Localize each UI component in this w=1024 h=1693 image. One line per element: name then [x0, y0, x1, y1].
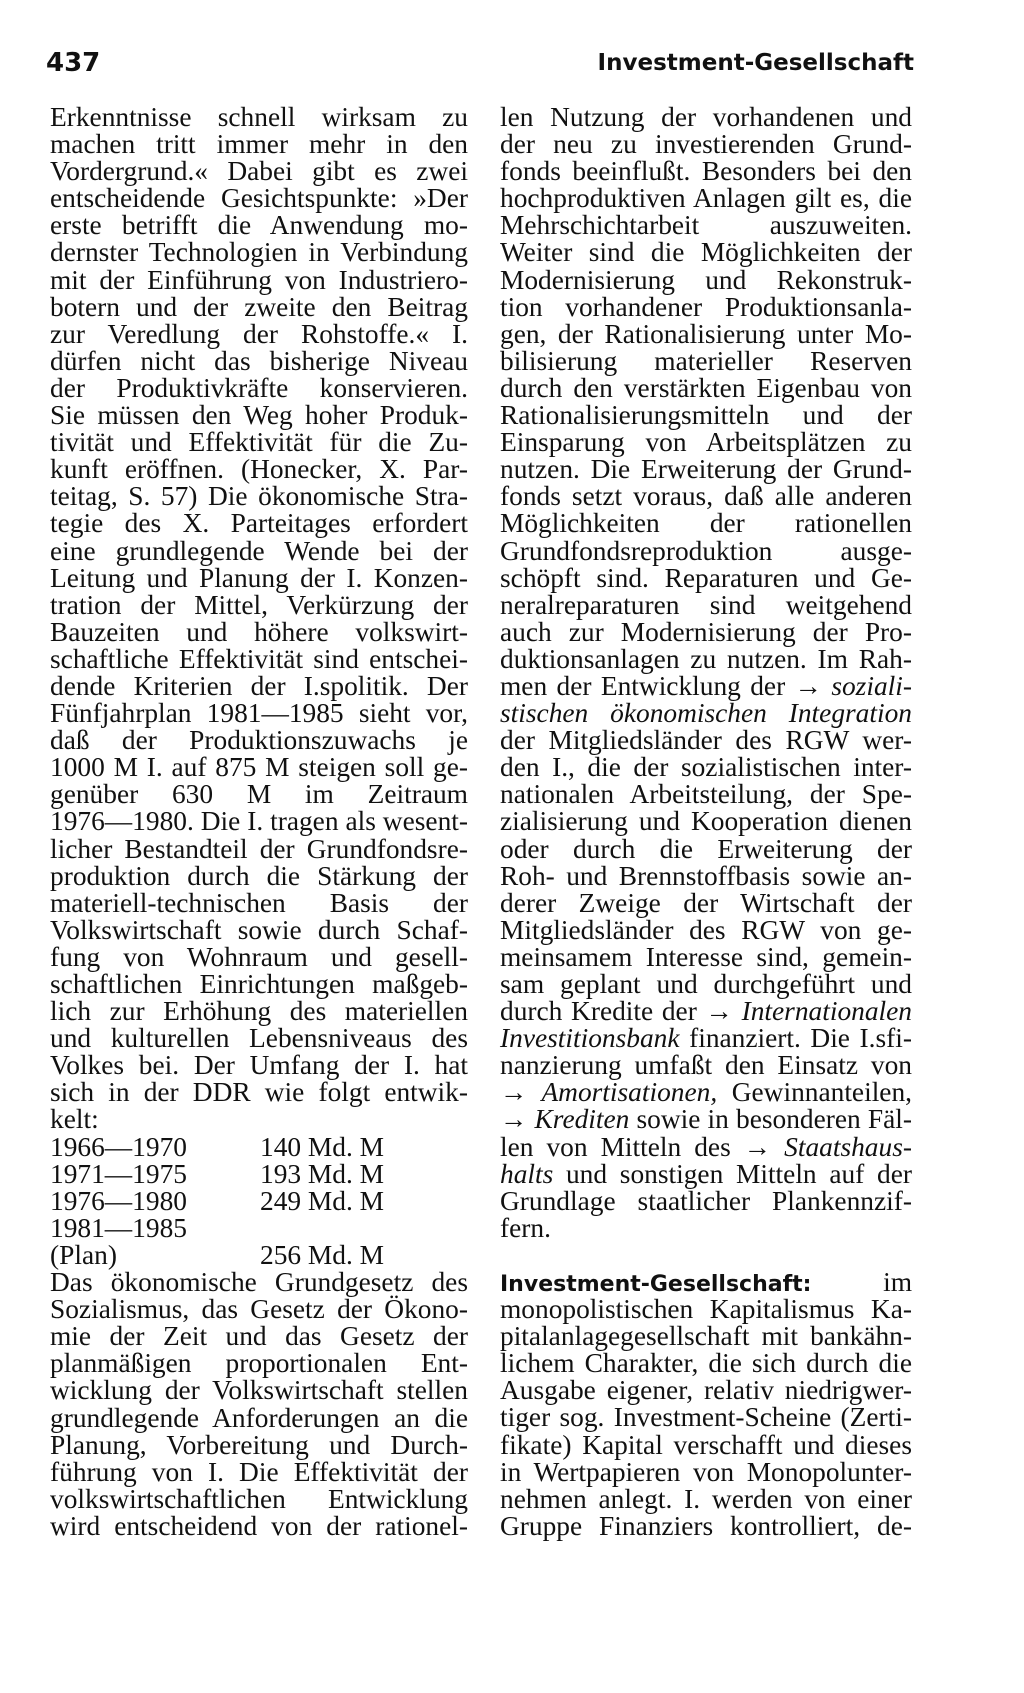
text-line: Grundlage staatlicher Plankennzif- — [500, 1185, 912, 1216]
text-fragment: im — [883, 1266, 912, 1297]
text-line: der Produktivkräfte konservieren. — [50, 372, 468, 403]
text-line: Mehrschichtarbeit auszuweiten. — [500, 210, 912, 241]
text-line: dernster Technologien in Verbindung — [50, 237, 468, 268]
text-line: dende Kriterien der I.spolitik. Der — [50, 670, 468, 701]
text-line: der neu zu investierenden Grund- — [500, 129, 912, 160]
text-line: tiger sog. Investment-Scheine (Zerti- — [500, 1402, 912, 1433]
table-row — [50, 1185, 468, 1216]
text-line: teitag, S. 57) Die ökonomische Stra- — [50, 481, 468, 512]
text-line: nanzierung umfaßt den Einsatz von — [500, 1050, 912, 1081]
text-line: mie der Zeit und das Gesetz der — [50, 1321, 468, 1352]
period-cell: 1976—1980 — [50, 1185, 187, 1216]
text-line: mit der Einführung von Industriero- — [50, 264, 468, 295]
text-line: Sozialismus, das Gesetz der Ökono- — [50, 1294, 468, 1325]
text-line: Das ökonomische Grundgesetz des — [50, 1267, 468, 1298]
period-cell: (Plan) — [50, 1239, 117, 1270]
page-header — [46, 48, 914, 88]
text-line: genüber 630 M im Zeitraum — [50, 779, 468, 810]
right-column — [500, 104, 912, 1540]
text-fragment: finanziert. Die I.sfi- — [679, 1023, 912, 1054]
text-line: tegie des X. Parteitages erfordert — [50, 508, 468, 539]
cross-reference-link[interactable]: stischen ökonomischen Integration — [500, 698, 912, 729]
text-line: zialisierung und Kooperation dienen — [500, 806, 912, 837]
text-line: Roh- und Brennstoffbasis sowie an- — [500, 860, 912, 891]
text-line: fonds setzt voraus, daß alle anderen — [500, 481, 912, 512]
period-cell: 1981—1985 — [50, 1212, 187, 1243]
text-line: Mitgliedsländer des RGW von ge- — [500, 914, 912, 945]
text-line: und kulturellen Lebensniveaus des — [50, 1023, 468, 1054]
text-line: entscheidende Gesichtspunkte: »Der — [50, 183, 468, 214]
running-head: Investment-Gesellschaft — [597, 50, 914, 76]
entry-headword: Investment-Gesellschaft: — [500, 1271, 812, 1297]
text-line: sam geplant und durchgeführt und — [500, 969, 912, 999]
text-line: planmäßigen proportionalen Ent- — [50, 1348, 468, 1379]
text-line: Leitung und Planung der I. Konzen- — [50, 562, 468, 593]
text-line: Planung, Vorbereitung und Durch- — [50, 1429, 468, 1460]
left-text-block-b — [50, 1269, 468, 1540]
text-line: volkswirtschaftlichen Entwicklung — [50, 1483, 468, 1514]
text-line: der Mitgliedsländer des RGW wer- — [500, 725, 912, 756]
text-line: Ausgabe eigener, relativ niedrigwer- — [500, 1375, 912, 1406]
text-line: Grundfondsreproduktion ausge- — [500, 535, 912, 566]
text-line: bilisierung materieller Reserven — [500, 345, 912, 376]
text-line: Modernisierung und Rekonstruk- — [500, 264, 912, 295]
left-text-block-a — [50, 104, 468, 1134]
text-line: wicklung der Volkswirtschaft stellen — [50, 1375, 468, 1406]
text-line — [500, 998, 912, 1025]
text-line: machen tritt immer mehr in den — [50, 129, 468, 160]
text-line: führung von I. Die Effektivität der — [50, 1456, 468, 1487]
text-line: erste betrifft die Anwendung mo- — [50, 210, 468, 241]
entry-body — [500, 1296, 912, 1540]
text-line: materiell-technischen Basis der — [50, 887, 468, 918]
text-fragment: len von Mitteln des — [500, 1131, 744, 1162]
cross-reference-link[interactable]: → Amortisationen, — [500, 1077, 718, 1108]
text-line: Rationalisierungsmitteln und der — [500, 400, 912, 431]
text-line: fung von Wohnraum und gesell- — [50, 941, 468, 972]
text-line: monopolistischen Kapitalismus Ka- — [500, 1294, 912, 1325]
value-cell: 256 Md. M — [260, 1239, 385, 1270]
text-line — [500, 700, 912, 727]
text-line: pitalanlagegesellschaft mit bankähn- — [500, 1321, 912, 1352]
page-number: 437 — [46, 48, 101, 78]
table-row — [50, 1239, 468, 1270]
text-line: fonds beeinflußt. Besonders bei den — [500, 156, 912, 187]
text-line: schöpft sind. Reparaturen und Ge- — [500, 562, 912, 593]
text-line: wird entscheidend von der rationel- — [50, 1510, 468, 1541]
text-line: zur Veredlung der Rohstoffe.« I. — [50, 318, 468, 349]
table-row — [50, 1131, 468, 1162]
text-line: durch den verstärkten Eigenbau von — [500, 372, 912, 403]
investment-table — [50, 1131, 468, 1270]
text-line: len Nutzung der vorhandenen und — [500, 102, 912, 132]
table-row — [50, 1212, 468, 1243]
right-text-block-b — [500, 727, 912, 998]
entry-spacer — [500, 1242, 912, 1269]
cross-reference-link[interactable]: → soziali- — [794, 670, 912, 701]
text-line: Bauzeiten und höhere volkswirt- — [50, 616, 468, 647]
text-line: lich zur Erhöhung des materiellen — [50, 996, 468, 1027]
cross-reference-link[interactable]: → Krediten — [500, 1104, 630, 1135]
text-line — [500, 1025, 912, 1052]
text-line: Sie müssen den Weg hoher Produk- — [50, 400, 468, 431]
text-line: 1000 M I. auf 875 M steigen soll ge- — [50, 752, 468, 783]
text-line — [500, 1158, 912, 1189]
text-line: tion vorhandener Produktionsanla- — [500, 291, 912, 322]
value-cell: 140 Md. M — [260, 1131, 385, 1162]
text-line: produktion durch die Stärkung der — [50, 860, 468, 891]
entry-title-line — [500, 1266, 912, 1297]
text-line: Volkes bei. Der Umfang der I. hat — [50, 1050, 468, 1081]
text-line: nationalen Arbeitsteilung, der Spe- — [500, 779, 912, 810]
text-line: hochproduktiven Anlagen gilt es, die — [500, 183, 912, 214]
text-line: in Wertpapieren von Monopolunter- — [500, 1456, 912, 1487]
text-fragment: und sonstigen Mitteln auf der — [553, 1158, 912, 1189]
text-line: kunft eröffnen. (Honecker, X. Par- — [50, 454, 468, 485]
text-line: tration der Mittel, Verkürzung der — [50, 589, 468, 620]
right-text-block-c — [500, 1185, 912, 1243]
text-line: fern. — [500, 1212, 551, 1243]
text-fragment: durch Kredite der — [500, 996, 706, 1027]
text-line — [500, 670, 912, 701]
text-line: Möglichkeiten der rationellen — [500, 508, 912, 539]
cross-reference-link[interactable]: → Internationalen — [705, 996, 912, 1027]
text-line: schaftliche Effektivität sind entschei- — [50, 643, 468, 674]
text-line: Vordergrund.« Dabei gibt es zwei — [50, 156, 468, 187]
right-text-block-a — [500, 104, 912, 673]
text-line: sich in der DDR wie folgt entwik- — [50, 1077, 468, 1108]
cross-reference-link[interactable]: → Staatshaus- — [743, 1131, 912, 1162]
text-line: nehmen anlegt. I. werden von einer — [500, 1483, 912, 1514]
text-line: auch zur Modernisierung der Pro- — [500, 616, 912, 647]
text-line: 1976—1980. Die I. tragen als wesent- — [50, 806, 468, 837]
text-line — [500, 1131, 912, 1162]
text-line — [500, 1106, 912, 1133]
text-line: Weiter sind die Möglichkeiten der — [500, 237, 912, 268]
text-fragment: men der Entwicklung der — [500, 670, 795, 701]
text-line: dürfen nicht das bisherige Niveau — [50, 345, 468, 376]
text-line: nutzen. Die Erweiterung der Grund- — [500, 454, 912, 485]
text-line: Einsparung von Arbeitsplätzen zu — [500, 427, 912, 458]
text-line: kelt: — [50, 1104, 99, 1135]
value-cell: 193 Md. M — [260, 1158, 385, 1189]
text-line: derer Zweige der Wirtschaft der — [500, 887, 912, 918]
left-column — [50, 104, 468, 1540]
value-cell: 249 Md. M — [260, 1185, 385, 1216]
period-cell: 1966—1970 — [50, 1131, 187, 1162]
text-line: licher Bestandteil der Grundfondsre- — [50, 833, 468, 864]
text-line: neralreparaturen sind weitgehend — [500, 589, 912, 620]
text-line: tivität und Effektivität für die Zu- — [50, 427, 468, 458]
text-line: gen, der Rationalisierung unter Mo- — [500, 318, 912, 349]
text-line: duktionsanlagen zu nutzen. Im Rah- — [500, 643, 912, 674]
text-line: botern und der zweite den Beitrag — [50, 291, 468, 322]
text-line: Erkenntnisse schnell wirksam zu — [50, 102, 468, 132]
text-line: fikate) Kapital verschafft und dieses — [500, 1429, 912, 1460]
text-line: Gruppe Finanziers kontrolliert, de- — [500, 1510, 912, 1541]
text-line: grundlegende Anforderungen an die — [50, 1402, 468, 1433]
text-line: schaftlichen Einrichtungen maßgeb- — [50, 969, 468, 999]
period-cell: 1971—1975 — [50, 1158, 187, 1189]
cross-reference-link[interactable]: Investitionsbank — [500, 1023, 680, 1054]
text-line: Volkswirtschaft sowie durch Schaf- — [50, 914, 468, 945]
table-row — [50, 1158, 468, 1189]
text-line: meinsamem Interesse sind, gemein- — [500, 941, 912, 972]
text-fragment: sowie in besonderen Fäl- — [629, 1104, 912, 1135]
text-line: oder durch die Erweiterung der — [500, 833, 912, 864]
text-line: Fünfjahrplan 1981—1985 sieht vor, — [50, 698, 468, 729]
cross-reference-link[interactable]: halts — [500, 1158, 554, 1189]
text-line: daß der Produktionszuwachs je — [50, 725, 468, 756]
text-line: lichem Charakter, die sich durch die — [500, 1348, 912, 1379]
text-fragment: Gewinnanteilen, — [717, 1077, 913, 1108]
text-line: eine grundlegende Wende bei der — [50, 535, 468, 566]
text-line — [500, 1079, 912, 1106]
text-line: den I., die der sozialistischen inter- — [500, 752, 912, 783]
